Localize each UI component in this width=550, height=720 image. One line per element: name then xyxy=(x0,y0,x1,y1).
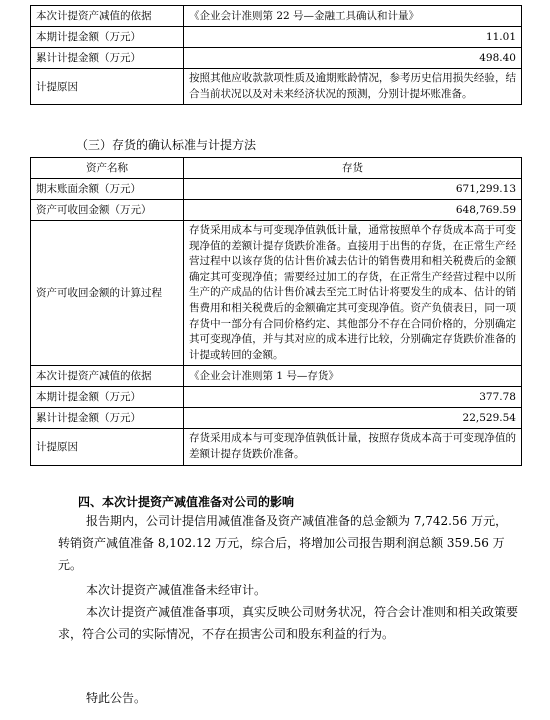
row-value: 498.40 xyxy=(184,48,522,69)
row-label: 本期计提金额（万元） xyxy=(31,27,184,48)
row-label: 累计计提金额（万元） xyxy=(31,408,184,429)
header-label: 资产名称 xyxy=(31,158,184,179)
table-row xyxy=(31,387,522,408)
section-heading-impact: 四、本次计提资产减值准备对公司的影响 xyxy=(78,495,295,509)
table-row xyxy=(31,69,522,105)
table-row xyxy=(31,221,522,366)
header-value: 存货 xyxy=(184,158,522,179)
table-row xyxy=(31,200,522,221)
row-value: 按照其他应收款款项性质及逾期账龄情况，参考历史信用损失经验，结合当前状况以及对未来经济状况的预测，分别计提坏账准备。 xyxy=(184,69,522,105)
table-header-row xyxy=(31,158,522,179)
paragraph-compliance: 本次计提资产减值准备事项，真实反映公司财务状况，符合会计准则和相关政策要求，符合公司的实际情况，不存在损害公司和股东利益的行为。 xyxy=(58,605,519,641)
row-value: 存货采用成本与可变现净值孰低计量，按照存货成本高于可变现净值的差额计提存货跌价准备。 xyxy=(184,429,522,465)
row-value: 《企业会计准则第 1 号—存货》 xyxy=(184,366,522,387)
row-value: 22,529.54 xyxy=(184,408,522,429)
impairment-table-inventory xyxy=(30,157,522,466)
row-value: 671,299.13 xyxy=(184,179,522,200)
impairment-table-receivables xyxy=(30,5,522,105)
table-row xyxy=(31,429,522,465)
table-row xyxy=(31,408,522,429)
row-label: 计提原因 xyxy=(31,69,184,105)
row-label: 计提原因 xyxy=(31,429,184,465)
section-heading-inventory: （三）存货的确认标准与计提方法 xyxy=(76,138,257,152)
row-value: 11.01 xyxy=(184,27,522,48)
row-label: 期末账面余额（万元） xyxy=(31,179,184,200)
row-value: 377.78 xyxy=(184,387,522,408)
row-label: 本次计提资产减值的依据 xyxy=(31,6,184,27)
table-row xyxy=(31,6,522,27)
row-value: 648,769.59 xyxy=(184,200,522,221)
paragraph-unaudited: 本次计提资产减值准备未经审计。 xyxy=(86,583,267,597)
closing-announcement: 特此公告。 xyxy=(86,691,147,705)
row-label: 资产可收回金额的计算过程 xyxy=(31,221,184,366)
table-row xyxy=(31,179,522,200)
row-label: 本期计提金额（万元） xyxy=(31,387,184,408)
table-row xyxy=(31,27,522,48)
row-label: 本次计提资产减值的依据 xyxy=(31,366,184,387)
row-label: 资产可收回金额（万元） xyxy=(31,200,184,221)
paragraph-summary: 报告期内，公司计提信用减值准备及资产减值准备的总金额为 7,742.56 万元，转销资产减值准备 8,102.12 万元，综合后，将增加公司报告期利润总额 359.56 万元。 xyxy=(58,514,508,572)
row-value: 存货采用成本与可变现净值孰低计量，通常按照单个存货成本高于可变现净值的差额计提存货跌价准备。直接用于出售的存货，在正常生产经营过程中以该存货的估计售价减去估计的销售费用和相关税费后的金额确定其可变现净值；需要经过加工的存货，在正常生产经营过程中以所生产的产成品的估计售价减去至完工时估计将要发生的成本、估计的销售费用和相关税费后的金额确定其可变现净值。资产负债表日，同一项存货中一部分有合同价格约定、其他部分不存在合同价格的，分别确定其可变现净值，并与其对应的成本进行比较，分别确定存货跌价准备的计提或转回的金额。 xyxy=(184,221,522,366)
table-row xyxy=(31,48,522,69)
table-row xyxy=(31,366,522,387)
row-label: 累计计提金额（万元） xyxy=(31,48,184,69)
row-value: 《企业会计准则第 22 号—金融工具确认和计量》 xyxy=(184,6,522,27)
